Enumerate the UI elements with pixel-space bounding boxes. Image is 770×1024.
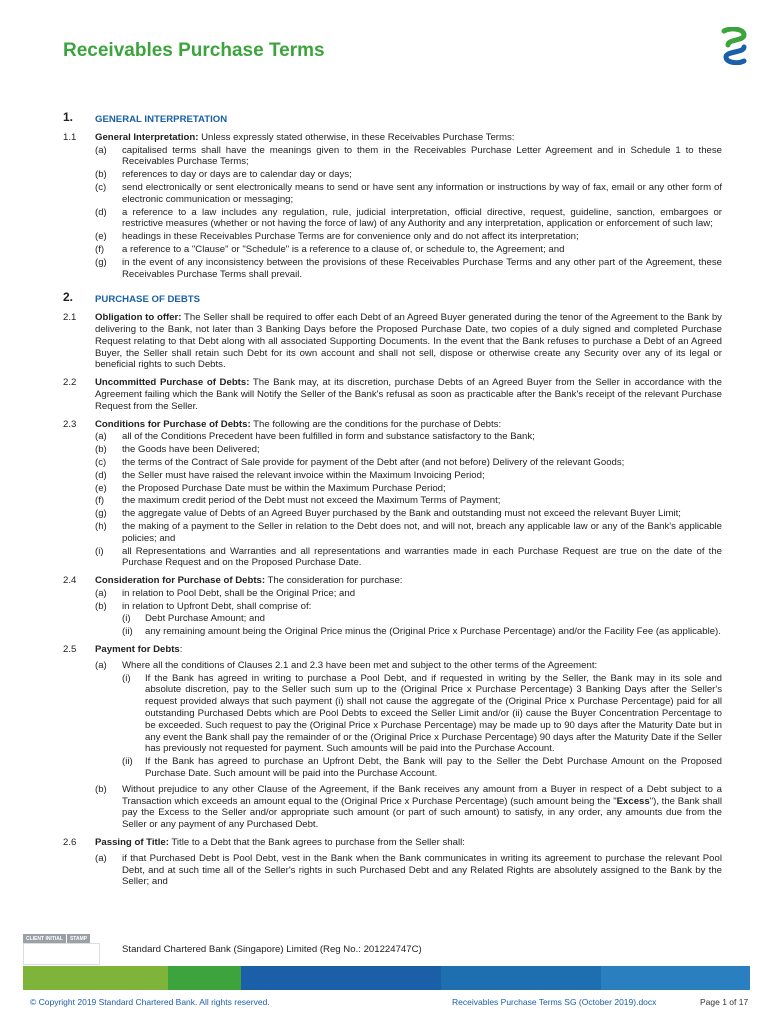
standard-chartered-logo-icon (718, 27, 750, 65)
clause-text: Unless expressly stated otherwise, in these Receivables Purchase Terms: (198, 131, 515, 143)
list-item: (g) the aggregate value of Debts of an Agreed Buyer purchased by the Bank and outstanding must not exceed the relevant Buyer Limit; (95, 508, 681, 520)
list-item: (b) references to day or days are to calendar day or days; (95, 169, 352, 181)
section-number: 1. (63, 110, 74, 124)
clause-2-3: 2.3 Conditions for Purchase of Debts: The following are the conditions for the purchase of Debts: (a) all of the Conditions Precedent have been fulfilled in form and substance satisfactory to the Bank; (b) the Goods have been Delivered; (c) the terms of the Contract of Sale provide for payment of the Debt after (and not before) Delivery of the relevant Goods; (d) the Seller must have raised the relevant invoice within the Maximum Invoicing Period; (e) the Proposed Purchase Date must be within the Maximum Purchase Period; (f) the maximum credit period of the Debt must not exceed the Maximum Terms of Payment; (g) the aggregate value of Debts of an Agreed Buyer purchased by the Bank and outstanding must not exceed the relevant Buyer Limit; (h) the making of a payment to the Seller in relation to the Debt does not, and will not, breach any applicable law or any of the Bank's applicable policies; and (i) all Representations and Warranties and all representations and warranties made in each Purchase Request are true on the date of the Purchase Request and on the Proposed Purchase Date. (63, 418, 722, 569)
stamp-label: STAMP (67, 934, 90, 944)
band-segment (601, 966, 750, 990)
company-registration: Standard Chartered Bank (Singapore) Limited (Reg No.: 201224747C) (122, 944, 422, 955)
list-item: (d) a reference to a law includes any regulation, rule, judicial interpretation, official directive, request, guideline, sanction, embargoes or restrictive measures (whether or not having the force of law) of any Authority and any interpretation, application or enforcement of such law; (95, 206, 722, 230)
client-initial-label: CLIENT INITIAL (23, 934, 66, 944)
list-item: (c) send electronically or sent electronically means to send or have sent any information or instructions by way of fax, email or any other form of electronic communication or messaging; (95, 181, 722, 205)
section-title: PURCHASE OF DEBTS (95, 294, 201, 306)
footer-color-band (23, 966, 750, 990)
section-number: 2. (63, 290, 74, 305)
footer-document-name: Receivables Purchase Terms SG (October 2019).docx (452, 997, 657, 1007)
list-subitem: (ii) If the Bank has agreed to purchase an Upfront Debt, the Bank will pay to the Seller the Debt Purchase Amount on the Proposed Purchase Date. Such amount will be paid into the Purchase Account. (122, 756, 722, 780)
list-item: (b) Without prejudice to any other Clause of the Agreement, if the Bank receives any amount from a Buyer in respect of a Debt subject to a Transaction which exceeds an amount equal to the (Original Price x Purchase Percentage) (such amount being the "Excess"), the Bank shall pay the Excess to the Seller and/or appropriate such amount (or part of such amount) to satisfy, in any order, any amounts due from the Seller or any payment of any Purchased Debt. (95, 783, 722, 831)
clause-lead: General Interpretation: (95, 131, 199, 143)
clause-2-1: 2.1 Obligation to offer: The Seller shall be required to offer each Debt of an Agreed Buyer generated during the tenor of the Agreement to the Bank by delivering to the Bank, not later than 3 Banking Days before the Proposed Purchase Date, two copies of a duly signed and completed Purchase Request relating to that Debt along with all associated Supporting Documents. In the event that the Bank refuses to purchase a Debt of an Agreed Buyer, the Seller shall retain such Debt for its own account and shall not sell, dispose or otherwise create any Security over any of its legal or beneficial rights to such Debts. (63, 312, 722, 371)
band-segment (241, 966, 441, 990)
list-item: (g) in the event of any inconsistency between the provisions of these Receivables Purchase Terms and any other part of the Agreement, these Receivables Purchase Terms shall prevail. (95, 256, 722, 280)
clause-2-2: 2.2 Uncommitted Purchase of Debts: The Bank may, at its discretion, purchase Debts of an Agreed Buyer from the Seller in accordance with the Agreement failing which the Bank will Notify the Seller of the Bank's refusal as soon as practicable after the Bank's receipt of the relevant Purchase Request from the Seller. (63, 377, 722, 412)
list-item: (a) capitalised terms shall have the meanings given to them in the Receivables Purchase Letter Agreement and in Schedule 1 to these Receivables Purchase Terms; (95, 144, 722, 168)
list-item: (e) the Proposed Purchase Date must be within the Maximum Purchase Period; (95, 482, 446, 494)
list-item: (a) in relation to Pool Debt, shall be the Original Price; and (95, 587, 356, 599)
list-item: (i) all Representations and Warranties and all representations and warranties made in each Purchase Request are true on the date of the Purchase Request and on the Proposed Purchase Date. (95, 545, 722, 569)
section-heading (63, 292, 722, 306)
footer-page-number: Page 1 of 17 (700, 997, 749, 1007)
stamp-box (23, 943, 100, 965)
list-item: (h) the making of a payment to the Seller in relation to the Debt does not, and will not, breach any applicable law or any of the Bank's applicable policies; and (95, 520, 722, 544)
list-item: (a) Where all the conditions of Clauses 2.1 and 2.3 have been met and subject to the other terms of the Agreement: (95, 659, 598, 671)
list-subitem: (ii) any remaining amount being the Original Price minus the (Original Price x Purchase Percentage) and/or the Facility Fee (as applicable). (122, 626, 721, 638)
section-heading (63, 112, 722, 126)
clause-2-4: 2.4 Consideration for Purchase of Debts: The consideration for purchase: (a) in relation to Pool Debt, shall be the Original Price; and (b) in relation to Upfront Debt, shall comprise of: (i) Debt Purchase Amount; and (ii) any remaining amount being the Original Price minus the (Original Price x Purchase Percentage) and/or the Facility Fee (as applicable). (63, 575, 721, 638)
section-title: GENERAL INTERPRETATION (95, 114, 228, 125)
band-segment (23, 966, 168, 990)
clause-1-1 (63, 132, 722, 281)
list-subitem: (i) Debt Purchase Amount; and (122, 613, 265, 625)
list-item: (d) the Seller must have raised the relevant invoice within the Maximum Invoicing Period; (95, 469, 485, 481)
band-segment (168, 966, 241, 990)
clause-items (95, 145, 722, 281)
list-item: (f) the maximum credit period of the Debt must not exceed the Maximum Terms of Payment; (95, 495, 501, 507)
clause-2-6: 2.6 Passing of Title: Title to a Debt that the Bank agrees to purchase from the Seller shall: (a) if that Purchased Debt is Pool Debt, vest in the Bank when the Bank communicates in writing its agreement to purchase the relevant Pool Debt, and at such time all of the Seller's rights in such Purchased Debt and any Related Rights are absolutely assigned to the Bank by the Seller; and (63, 837, 722, 888)
clause-number: 1.1 (63, 131, 77, 143)
clause-2-5: 2.5 Payment for Debts: (a) Where all the conditions of Clauses 2.1 and 2.3 have been met and subject to the other terms of the Agreement: (i) If the Bank has agreed in writing to purchase a Pool Debt, and if requested in writing by the Seller, the Bank may in its sole and absolute discretion, pay to the Seller such sum up to the (Original Price x Purchase Percentage) 3 Banking Days after the Seller's request provided always that such payment (i) shall not cause the aggregate of the (Original Price x Purchase Percentage) paid for all outstanding Purchased Debts which are Pool Debts to exceed the Seller Limit and/or (ii) cause the Buyer Concentration Percentage to be exceeded. Such request to pay the (Original Price x Purchase Percentage) may be made up to 90 days after the Maturity Date but in any event the Bank shall pay the remainder of or the (Original Price x Purchase Percentage) 90 days after the Maturity Date if the Seller has previously not requested for payment. Such amounts will be paid into the Purchase Account. (ii) If the Bank has agreed to purchase an Upfront Debt, the Bank will pay to the Seller the Debt Purchase Amount on the Proposed Purchase Date. Such amount will be paid into the Purchase Account. (b) Without prejudice to any other Clause of the Agreement, if the Bank receives any amount from a Buyer in respect of a Debt subject to a Transaction which exceeds an amount equal to the (Original Price x Purchase Percentage) (such amount being the "Excess"), the Bank shall pay the Excess to the Seller and/or appropriate such amount (or part of such amount) to satisfy, in any order, any amounts due from the Seller or any payment of any Purchased Debt. (63, 644, 722, 831)
list-item: (c) the terms of the Contract of Sale provide for payment of the Debt after (and not before) Delivery of the relevant Goods; (95, 456, 625, 468)
list-item: (e) headings in these Receivables Purchase Terms are for convenience only and do not affect its interpretation; (95, 231, 579, 243)
list-item: (b) the Goods have been Delivered; (95, 444, 260, 456)
band-segment (441, 966, 601, 990)
list-item: (a) if that Purchased Debt is Pool Debt, vest in the Bank when the Bank communicates in writing its agreement to purchase the relevant Pool Debt, and at such time all of the Seller's rights in such Purchased Debt and any Related Rights are absolutely assigned to the Bank by the Seller; and (95, 852, 722, 888)
footer-copyright: © Copyright 2019 Standard Chartered Bank. All rights reserved. (30, 997, 270, 1007)
list-subitem: (i) If the Bank has agreed in writing to purchase a Pool Debt, and if requested in writing by the Seller, the Bank may in its sole and absolute discretion, pay to the Seller such sum up to the (Original Price x Purchase Percentage) 3 Banking Days after the Seller's request provided always that such payment (i) shall not cause the aggregate of the (Original Price x Purchase Percentage) paid for all outstanding Purchased Debts which are Pool Debts to exceed the Seller Limit and/or (ii) cause the Buyer Concentration Percentage to be exceeded. Such request to pay the (Original Price x Purchase Percentage) may be made up to 90 days after the Maturity Date but in any event the Bank shall pay the remainder of or the (Original Price x Purchase Percentage) 90 days after the Maturity Date if the Seller has previously not requested for payment. Such amounts will be paid into the Purchase Account. (122, 672, 722, 755)
list-item: (b) in relation to Upfront Debt, shall comprise of: (95, 600, 312, 612)
list-item: (f) a reference to a "Clause" or "Schedule" is a reference to a clause of, or schedule to, the Agreement; and (95, 243, 565, 255)
list-item: (a) all of the Conditions Precedent have been fulfilled in form and substance satisfactory to the Bank; (95, 431, 535, 443)
document-body (63, 103, 722, 888)
document-title: Receivables Purchase Terms (63, 40, 325, 61)
